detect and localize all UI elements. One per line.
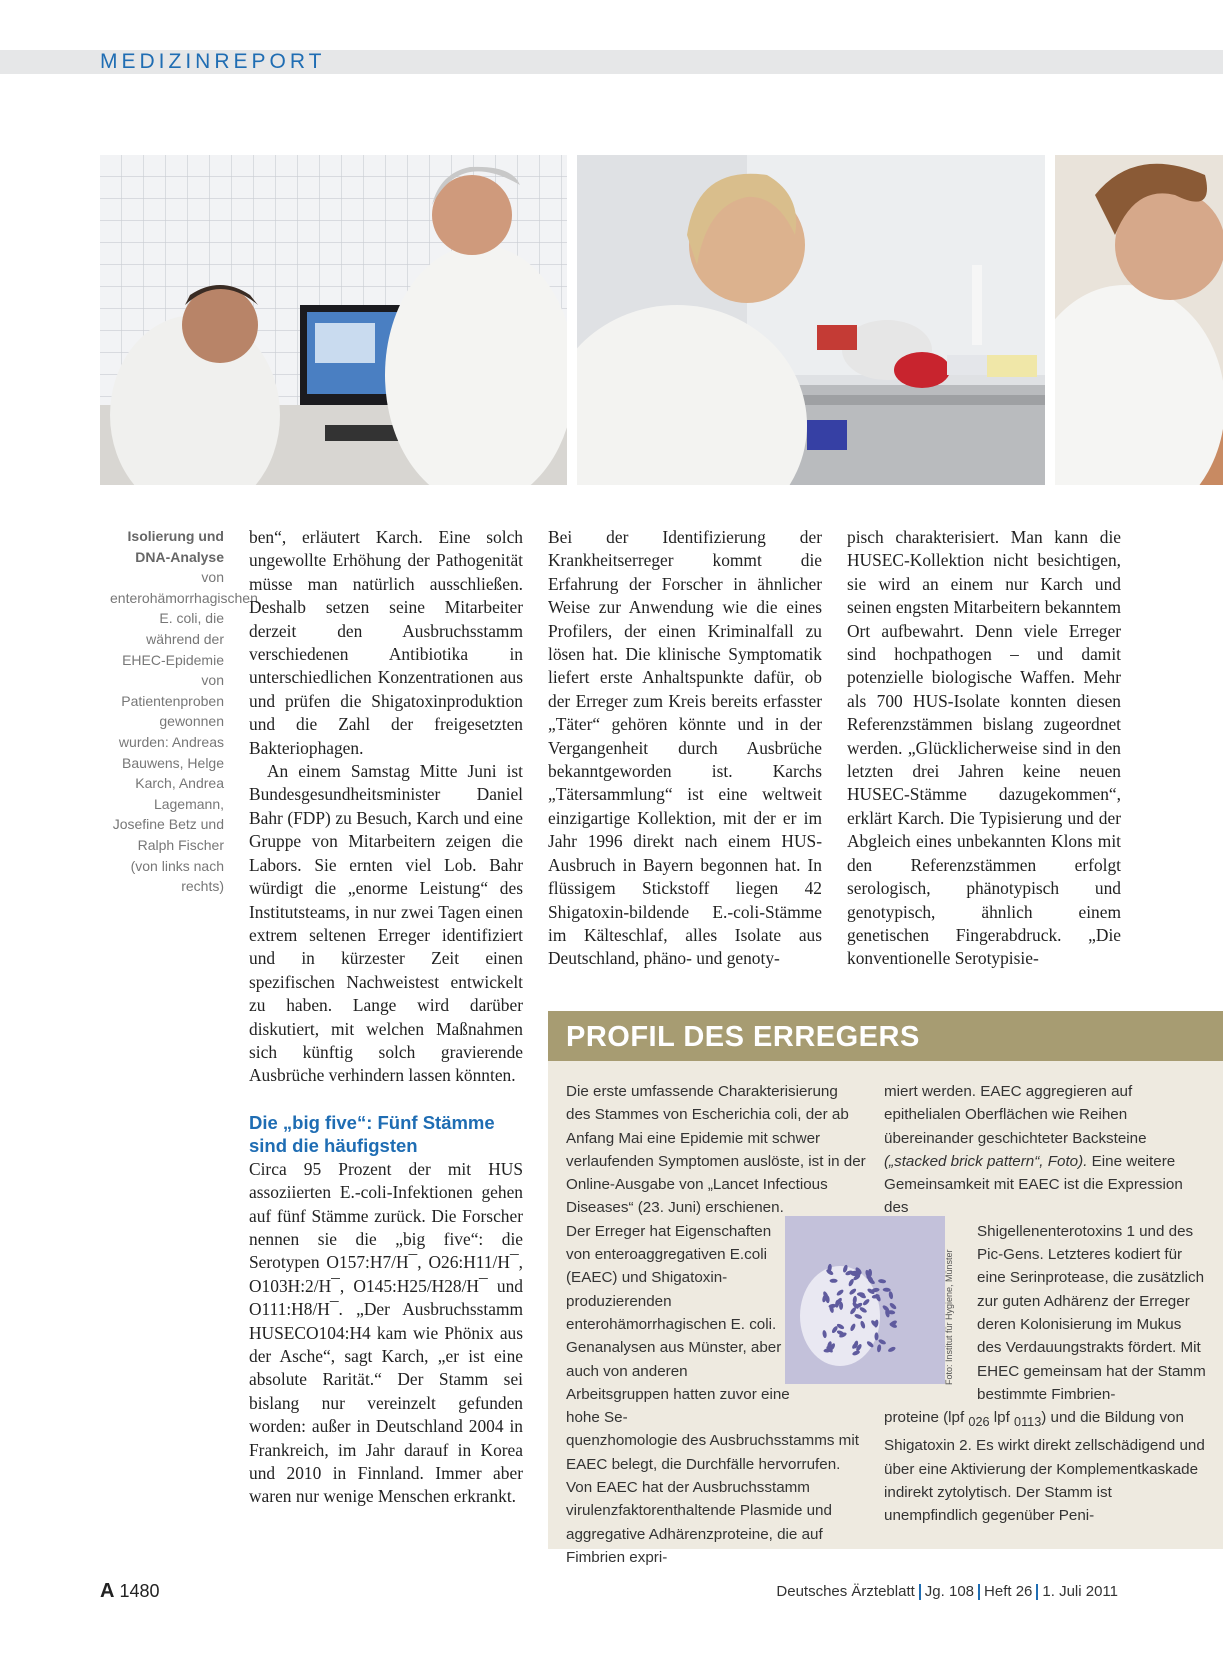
- photo-caption: [110, 526, 258, 897]
- journal-issue: Heft 26: [984, 1583, 1033, 1600]
- bacterium-rod: [830, 1279, 838, 1283]
- journal-reference: [776, 1583, 1118, 1600]
- text: lpf: [989, 1409, 1015, 1427]
- micrograph-image: [785, 1216, 945, 1384]
- text-column-1: [249, 526, 523, 1509]
- text-italic: („stacked brick pattern“, Foto).: [884, 1152, 1088, 1170]
- lab-computer-photo: [100, 155, 567, 485]
- text-column-2: [548, 526, 822, 971]
- page-number-value: 1480: [119, 1581, 160, 1601]
- text-column-3: [847, 526, 1121, 971]
- subscript: 0113: [1014, 1415, 1042, 1430]
- photo-credit-text: Foto: Institut für Hygiene, Münster: [944, 1249, 954, 1385]
- separator: [919, 1584, 921, 1600]
- photo-credit: [944, 1225, 958, 1385]
- separator: [1036, 1584, 1038, 1600]
- lab-researcher-photo: [577, 155, 1045, 485]
- info-box-title: PROFIL DES ERREGERS: [566, 1021, 920, 1053]
- journal-date: 1. Juli 2011: [1042, 1583, 1118, 1600]
- paragraph: Bei der Identifizierung der Krankheitserreger kommt die Erfahrung der Forscher in ähnlicher Weise zur Anwendung wie die eines Profilers, der einen Kriminalfall zu lösen hat. Die klinische Symptomatik liefert erste Anhaltspunkte dafür, ob der Erreger zum Kreis bereits erfasster „Täter“ gehören könnte und in der Vergangenheit durch Ausbrüche bekanntgeworden ist. Karchs „Tätersammlung“ ist eine weltweit einzigartige Kollektion, mit der er im Jahr 1996 direkt nach einem HUS-Ausbruch in Bayern begonnen hat. In flüssigem Stickstoff liegen 42 Shigatoxin-bildende E.-coli-Stämme im Kälteschlaf, alles Isolate aus Deutschland, phäno- und genoty-: [548, 527, 822, 969]
- paragraph: ben“, erläutert Karch. Eine solch ungewollte Erhöhung der Pathogenität müsse man natürlich ausschließen. Deshalb setzen seine Mitarbeiter derzeit den Ausbruchsstamm verschiedenen Antibiotika in unterschiedlichen Konzentrationen aus und prüfen die Shigatoxinproduktion und die Zahl der freigesetzten Bakteriophagen.: [249, 527, 523, 758]
- bacterium-rod: [875, 1332, 879, 1340]
- paragraph: Circa 95 Prozent der mit HUS assoziierten E.-coli-Infektionen gehen auf fünf Stämme zurück. Die Forscher nennen sie die „big five“: die Serotypen O157:H7/H¯, O26:H11/H¯, O103H:2/H¯, O145:H25/H28/H¯ und O111:H8/H¯. „Der Ausbruchsstamm HUSECO104:H4 kam wie Phönix aus der Asche“, sagt Karch, „er ist eine absolute Rarität.“ Der Stamm sei bislang nur vereinzelt gefunden worden: außer in Deutschland 2004 in Frankreich, im Jahr darauf in Korea und 2010 in Finnland. Immer aber waren nur wenige Menschen erkrankt.: [249, 1158, 523, 1507]
- subscript: 026: [968, 1415, 990, 1430]
- section-label: MEDIZINREPORT: [100, 50, 326, 73]
- info-box-header: [548, 1011, 1223, 1061]
- paragraph: [884, 1080, 1206, 1220]
- caption-text: von enterohämorrhagischen E. coli, die während der EHEC-Epidemie von Patientenproben gewonnen wurden: Andreas Bauwens, Helge Karch, Andrea Lagemann, Josefine Betz und Ralph Fischer (von links nach rechts): [110, 569, 258, 895]
- page-number: [100, 1580, 160, 1603]
- text: miert werden. EAEC aggregieren auf epithelialen Oberflächen wie Reihen übereinander geschichteter Backsteine: [884, 1083, 1147, 1147]
- paragraph: quenzhomologie des Ausbruchsstamms mit EAEC belegt, die Durchfälle hervorrufen. Von EAEC hat der Ausbruchsstamm virulenzfaktorenthaltende Plasmide und aggregative Adhärenzproteine, die auf Fimbrien expri-: [566, 1432, 859, 1566]
- journal-name: Deutsches Ärzteblatt: [776, 1583, 915, 1600]
- caption-bold: Isolierung und DNA-Analyse: [127, 528, 224, 565]
- separator: [978, 1584, 980, 1600]
- text: proteine (lpf: [884, 1409, 969, 1427]
- paragraph: Der Erreger hat Eigenschaften von enteroaggregativen E.coli (EAEC) und Shigatoxin-produzierenden enterohämorrhagischen E. coli. Genanalysen aus Münster, aber auch von anderen Arbeitsgruppen hatten zuvor eine hohe Se-: [566, 1222, 790, 1427]
- paragraph: Shigellenenterotoxins 1 und des Pic-Gens. Letzteres kodiert für eine Serinprotease, die zusätzlich zur guten Adhärenz der Erreger deren Kolonisierung im Mukus des Verdauungstrakts fördert. Mit EHEC gemeinsam hat der Stamm bestimmte Fimbrien-: [977, 1222, 1206, 1403]
- paragraph: Die erste umfassende Charakterisierung des Stammes von Escherichia coli, der ab Anfang Mai eine Epidemie mit schwer verlaufenden Symptomen auslöste, ist in der Online-Ausgabe von „Lancet Infectious Diseases“ (23. Juni) erschienen.: [566, 1083, 866, 1217]
- subheading: Die „big five“: Fünf Stämme sind die häufigsten: [249, 1111, 495, 1156]
- paragraph: pisch charakterisiert. Man kann die HUSEC-Kollektion nicht besichtigen, sie wird an einem nur Karch und seinen engsten Mitarbeitern bekanntem Ort aufbewahrt. Denn viele Erreger sind hochpathogen – und damit potenzielle biologische Waffen. Mehr als 700 HUS-Isolate konnten diesen Referenzstämmen bislang zugeordnet werden. „Glücklicherweise sind in den letzten drei Jahren keine neuen HUSEC-Stämme dazugekommen“, erklärt Karch. Die Typisierung und der Abgleich eines unbekannten Klons mit den Referenzstämmen erfolgt serologisch, phänotypisch und genotypisch, ähnlich einem genetischen Fingerabdruck. „Die konventionelle Serotypisie-: [847, 527, 1121, 969]
- text: Eine weitere Gemeinsamkeit mit EAEC ist die Expression des: [884, 1152, 1183, 1217]
- page-prefix: A: [100, 1580, 115, 1602]
- paragraph: [884, 1406, 1206, 1528]
- paragraph: An einem Samstag Mitte Juni ist Bundesgesundheitsminister Daniel Bahr (FDP) zu Besuch, Karch und eine Gruppe von Mitarbeitern zeigen die Labors. Sie ernten viel Lob. Bahr würdigt die „enorme Leistung“ des Institutsteams, in nur zwei Tagen einen extrem seltenen Erreger identifiziert und in kürzester Zeit einen spezifischen Nachweistest entwickelt zu haben. Lange wird darüber diskutiert, mit welchen Maßnahmen sich künftig solch gravierende Ausbrüche verhindern lassen könnten.: [249, 761, 523, 1086]
- text: ) und die Bildung von Shigatoxin 2. Es wirkt direkt zellschädigend und über eine Aktivierung der Komplementkaskade indirekt zytolytisch. Der Stamm ist unempfindlich gegenüber Peni-: [884, 1409, 1205, 1525]
- journal-volume: Jg. 108: [924, 1583, 975, 1600]
- lab-researcher-partial-photo: [1055, 155, 1223, 485]
